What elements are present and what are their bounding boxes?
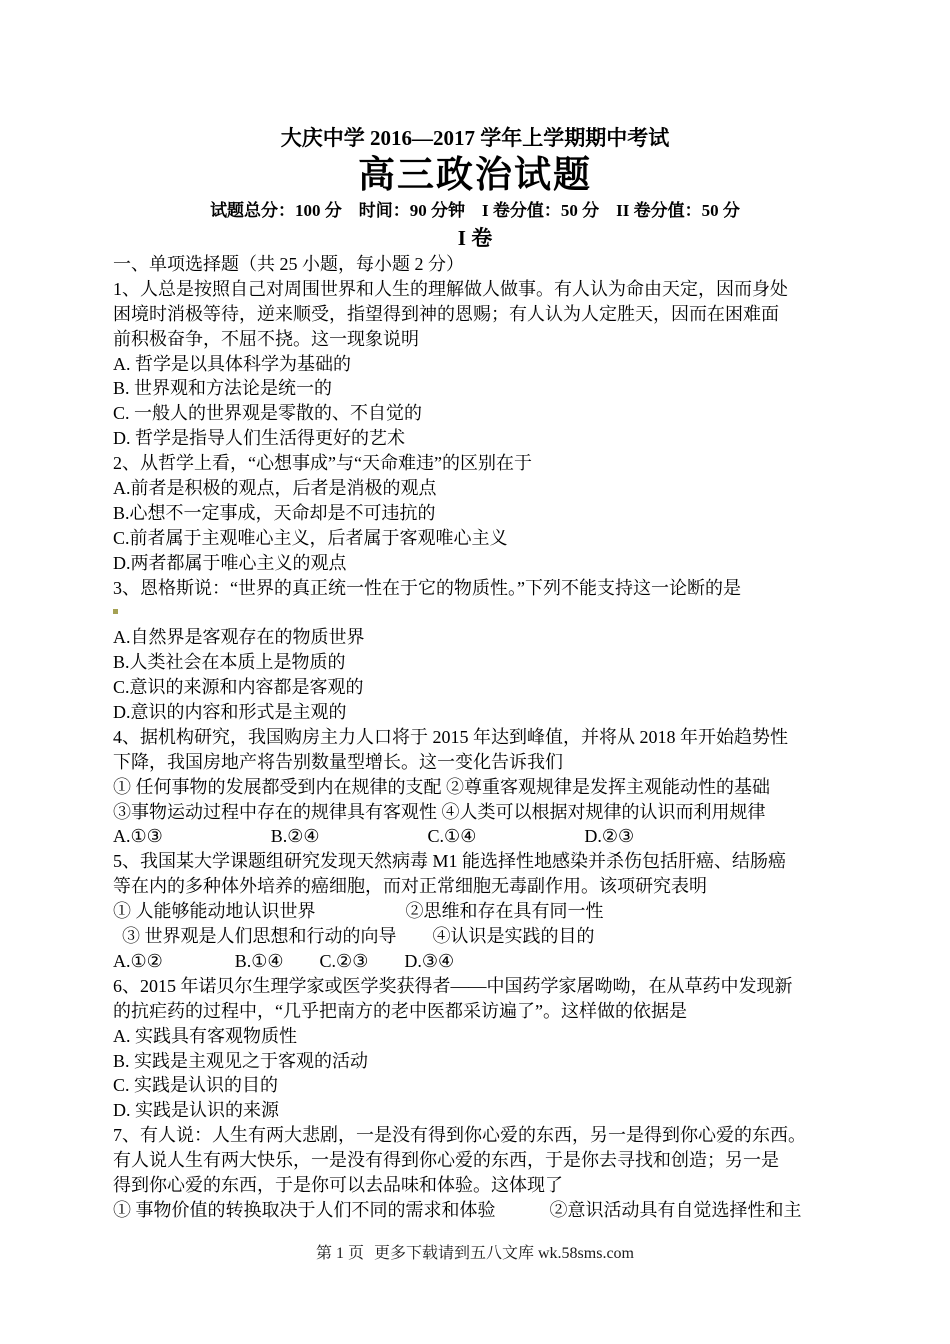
text-line: 3、恩格斯说：“世界的真正统一性在于它的物质性。”下列不能支持这一论断的是 (113, 577, 741, 598)
exam-session-title: 大庆中学 2016—2017 学年上学期期中考试 (280, 126, 670, 150)
text-line: B. 实践是主观见之于客观的活动 (113, 1050, 369, 1071)
text-line: 有人说人生有两大快乐，一是没有得到你心爱的东西，于是你去寻找和创造；另一是 (113, 1150, 779, 1171)
text-line: 困境时消极等待，逆来顺受，指望得到神的恩赐；有人认为人定胜天，因而在困难面 (113, 303, 779, 324)
text-line: B.心想不一定事成，天命却是不可违抗的 (113, 502, 436, 523)
footer-promo: 更多下载请到五八文库 wk.58sms.com (374, 1245, 635, 1262)
text-line: A.①③ B.②④ C.①④ D.②③ (113, 826, 635, 847)
text-line: A.①② B.①④ C.②③ D.③④ (113, 950, 455, 971)
text-line: 7、有人说：人生有两大悲剧，一是没有得到你心爱的东西，另一是得到你心爱的东西。 (113, 1125, 806, 1146)
section-heading: I 卷 (457, 226, 493, 250)
text-line: A.前者是积极的观点，后者是消极的观点 (113, 478, 437, 499)
text-line: 的抗疟药的过程中，“几乎把南方的老中医都采访遍了”。这样做的依据是 (113, 1000, 687, 1021)
text-line: 下降，我国房地产将告别数量型增长。这一变化告诉我们 (113, 751, 563, 772)
text-line: D. 哲学是指导人们生活得更好的艺术 (113, 428, 405, 449)
page-footer (0, 1243, 950, 1265)
text-line: ① 人能够能动地认识世界 ②思维和存在具有同一性 (113, 901, 604, 922)
text-line: C.前者属于主观唯心主义，后者属于客观唯心主义 (113, 527, 508, 548)
text-line: ③ 世界观是人们思想和行动的向导 ④认识是实践的目的 (113, 926, 595, 947)
exam-header (0, 0, 950, 253)
question-lines (113, 252, 873, 1223)
text-line: 等在内的多种体外培养的癌细胞，而对正常细胞无毒副作用。该项研究表明 (113, 876, 707, 897)
exam-info-line: 试题总分：100 分 时间：90 分钟 I 卷分值：50 分 II 卷分值：50 分 (210, 201, 740, 220)
text-line: A.自然界是客观存在的物质世界 (113, 627, 365, 648)
text-line: C.意识的来源和内容都是客观的 (113, 677, 364, 698)
text-line: ③事物运动过程中存在的规律具有客观性 ④人类可以根据对规律的认识而利用规律 (113, 801, 766, 822)
text-line: 一、单项选择题（共 25 小题，每小题 2 分） (113, 254, 464, 274)
page-number: 第 1 页 (315, 1245, 364, 1262)
text-line: ① 任何事物的发展都受到内在规律的支配 ②尊重客观规律是发挥主观能动性的基础 (113, 776, 770, 797)
text-line: D.意识的内容和形式是主观的 (113, 702, 347, 723)
text-line: D.两者都属于唯心主义的观点 (113, 552, 347, 573)
text-line: A. 哲学是以具体科学为基础的 (113, 353, 351, 374)
text-line: C. 实践是认识的目的 (113, 1075, 279, 1096)
text-line: ① 事物价值的转换取决于人们不同的需求和体验 ②意识活动具有自觉选择性和主 (113, 1199, 802, 1220)
text-line: 前积极奋争，不屈不挠。这一现象说明 (113, 328, 419, 349)
exam-title: 高三政治试题 (358, 155, 592, 196)
text-line: 5、我国某大学课题组研究发现天然病毒 M1 能选择性地感染并杀伤包括肝癌、结肠癌 (113, 851, 787, 872)
text-line: A. 实践具有客观物质性 (113, 1025, 297, 1046)
text-line: B. 世界观和方法论是统一的 (113, 378, 333, 399)
text-line: B.人类社会在本质上是物质的 (113, 652, 346, 673)
stray-mark-line (113, 600, 873, 625)
stray-highlight-dot (113, 609, 118, 614)
text-line: 2、从哲学上看，“心想事成”与“天命难违”的区别在于 (113, 453, 532, 474)
text-line: 1、人总是按照自己对周围世界和人生的理解做人做事。有人认为命由天定，因而身处 (113, 278, 788, 299)
text-line: 4、据机构研究，我国购房主力人口将于 2015 年达到峰值，并将从 2018 年开始趋势性 (113, 726, 788, 747)
text-line: D. 实践是认识的来源 (113, 1100, 279, 1121)
text-line: C. 一般人的世界观是零散的、不自觉的 (113, 403, 423, 424)
text-line: 6、2015 年诺贝尔生理学家或医学奖获得者——中国药学家屠呦呦，在从草药中发现新 (113, 975, 793, 996)
text-line: 得到你心爱的东西，于是你可以去品味和体验。这体现了 (113, 1174, 563, 1195)
